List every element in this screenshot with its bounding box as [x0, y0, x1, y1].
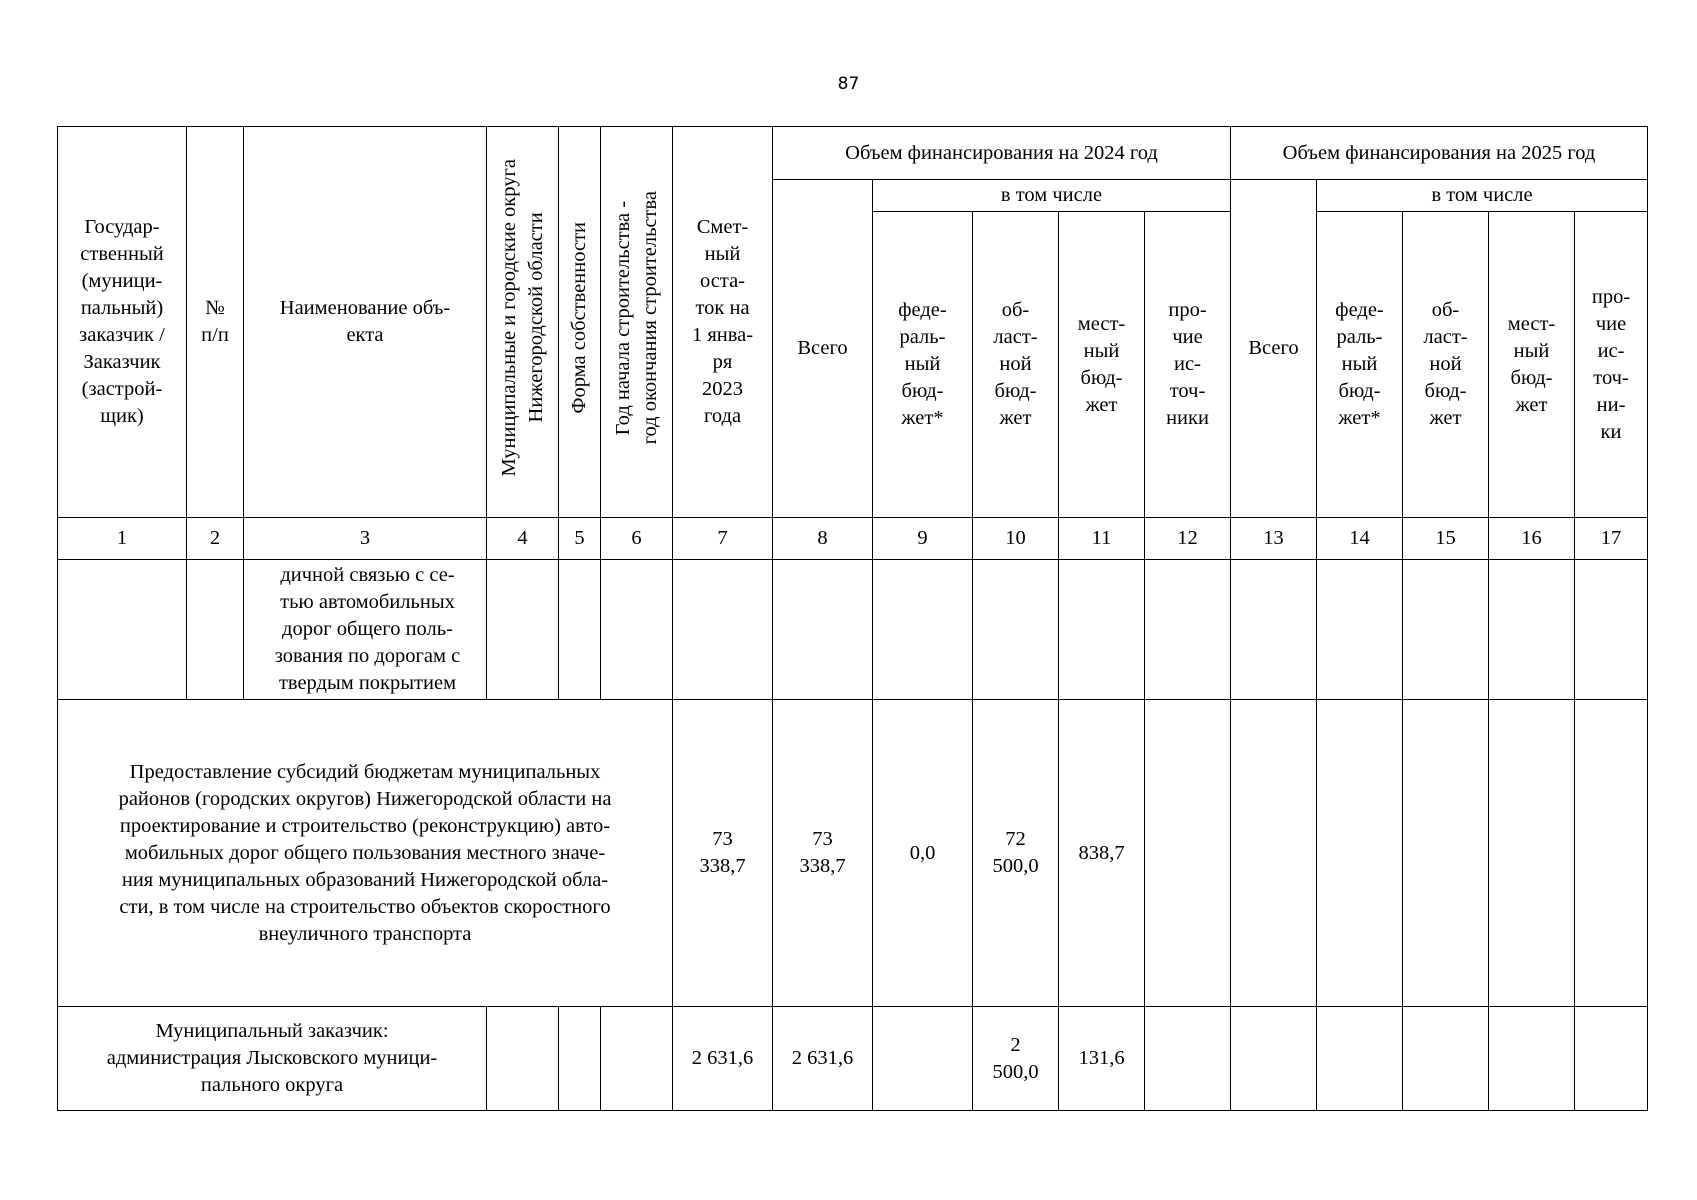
header-federal-2025: феде- раль- ный бюд- жет*: [1317, 212, 1403, 518]
subsidy-title: Предоставление субсидий бюджетам муниципальных районов (городских округов) Нижегородской области на проектирование и строительство (реконструкцию) авто- мобильных дорог общего пользования местного значе- ния муниципальных образований Нижегородской обла- сти, в том числе на строительство объектов скоростного внеуличного транспорта: [58, 700, 673, 1007]
header-regional-2025: об- ласт- ной бюд- жет: [1403, 212, 1489, 518]
empty-cell: [1575, 1007, 1648, 1111]
empty-cell: [1489, 560, 1575, 700]
empty-cell: [1575, 560, 1648, 700]
empty-cell: [1489, 1007, 1575, 1111]
empty-cell: [187, 560, 244, 700]
column-number: 15: [1403, 518, 1489, 560]
column-number-row: [58, 518, 1648, 560]
column-number: 16: [1489, 518, 1575, 560]
column-number: 7: [673, 518, 773, 560]
empty-cell: [1145, 560, 1231, 700]
header-districts: [487, 127, 559, 518]
header-total-2025: Всего: [1231, 180, 1317, 518]
header-regional-2024: об- ласт- ной бюд- жет: [973, 212, 1059, 518]
column-number: 6: [601, 518, 673, 560]
column-number: 4: [487, 518, 559, 560]
column-number: 9: [873, 518, 973, 560]
header-federal-2024: феде- раль- ный бюд- жет*: [873, 212, 973, 518]
header-including-2025: в том числе: [1317, 180, 1648, 212]
column-number: 2: [187, 518, 244, 560]
empty-cell: [1489, 700, 1575, 1007]
empty-cell: [873, 1007, 973, 1111]
column-number: 11: [1059, 518, 1145, 560]
header-group-2025: Объем финансирования на 2025 год: [1231, 127, 1648, 180]
continuation-row: [58, 560, 1648, 700]
header-local-2024: мест- ный бюд- жет: [1059, 212, 1145, 518]
empty-cell: [1403, 560, 1489, 700]
header-local-2025: мест- ный бюд- жет: [1489, 212, 1575, 518]
empty-cell: [487, 1007, 559, 1111]
empty-cell: [559, 560, 601, 700]
column-number: 5: [559, 518, 601, 560]
subsidy-row: [58, 700, 1648, 1007]
object-name-continuation: дичной связью с се- тью автомобильных дорог общего поль- зования по дорогам с твердым покрытием: [244, 560, 487, 700]
empty-cell: [673, 560, 773, 700]
column-number: 12: [1145, 518, 1231, 560]
header-row-top: [58, 127, 1648, 180]
subsidy-estimate-balance: 73 338,7: [673, 700, 773, 1007]
subsidy-total-2024: 73 338,7: [773, 700, 873, 1007]
empty-cell: [873, 560, 973, 700]
customer-local-2024: 131,6: [1059, 1007, 1145, 1111]
customer-row: [58, 1007, 1648, 1111]
empty-cell: [1145, 1007, 1231, 1111]
header-years: [601, 127, 673, 518]
empty-cell: [1403, 700, 1489, 1007]
empty-cell: [1317, 700, 1403, 1007]
customer-estimate-balance: 2 631,6: [673, 1007, 773, 1111]
empty-cell: [559, 1007, 601, 1111]
empty-cell: [58, 560, 187, 700]
header-other-2025: про- чие ис- точ- ни- ки: [1575, 212, 1648, 518]
empty-cell: [1231, 560, 1317, 700]
empty-cell: [487, 560, 559, 700]
column-number: 14: [1317, 518, 1403, 560]
empty-cell: [1317, 1007, 1403, 1111]
empty-cell: [1231, 1007, 1317, 1111]
empty-cell: [601, 1007, 673, 1111]
customer-title: Муниципальный заказчик: администрация Лысковского муници- пального округа: [58, 1007, 487, 1111]
empty-cell: [1575, 700, 1648, 1007]
page-number: 87: [837, 74, 860, 94]
header-number: № п/п: [187, 127, 244, 518]
customer-regional-2024: 2 500,0: [973, 1007, 1059, 1111]
column-number: 8: [773, 518, 873, 560]
empty-cell: [1145, 700, 1231, 1007]
column-number: 1: [58, 518, 187, 560]
column-number: 3: [244, 518, 487, 560]
customer-total-2024: 2 631,6: [773, 1007, 873, 1111]
empty-cell: [973, 560, 1059, 700]
header-districts-text: Муниципальные и городские округа Нижегородской области: [497, 159, 547, 477]
header-including-2024: в том числе: [873, 180, 1231, 212]
empty-cell: [1317, 560, 1403, 700]
header-ownership-text: Форма собственности: [568, 222, 590, 414]
subsidy-local-2024: 838,7: [1059, 700, 1145, 1007]
empty-cell: [1059, 560, 1145, 700]
column-number: 13: [1231, 518, 1317, 560]
subsidy-federal-2024: 0,0: [873, 700, 973, 1007]
empty-cell: [773, 560, 873, 700]
header-other-2024: про- чие ис- точ- ники: [1145, 212, 1231, 518]
header-estimate-balance: Смет- ный оста- ток на 1 янва- ря 2023 года: [673, 127, 773, 518]
header-total-2024: Всего: [773, 180, 873, 518]
empty-cell: [1403, 1007, 1489, 1111]
header-group-2024: Объем финансирования на 2024 год: [773, 127, 1231, 180]
subsidy-regional-2024: 72 500,0: [973, 700, 1059, 1007]
financing-table: [57, 126, 1648, 1111]
header-customer: Государ- ственный (муници- пальный) заказчик / Заказчик (застрой- щик): [58, 127, 187, 518]
empty-cell: [601, 560, 673, 700]
empty-cell: [1231, 700, 1317, 1007]
column-number: 17: [1575, 518, 1648, 560]
header-object-name: Наименование объ- екта: [244, 127, 487, 518]
header-ownership: [559, 127, 601, 518]
column-number: 10: [973, 518, 1059, 560]
header-years-text: Год начала строительства - год окончания строительства: [611, 191, 661, 445]
